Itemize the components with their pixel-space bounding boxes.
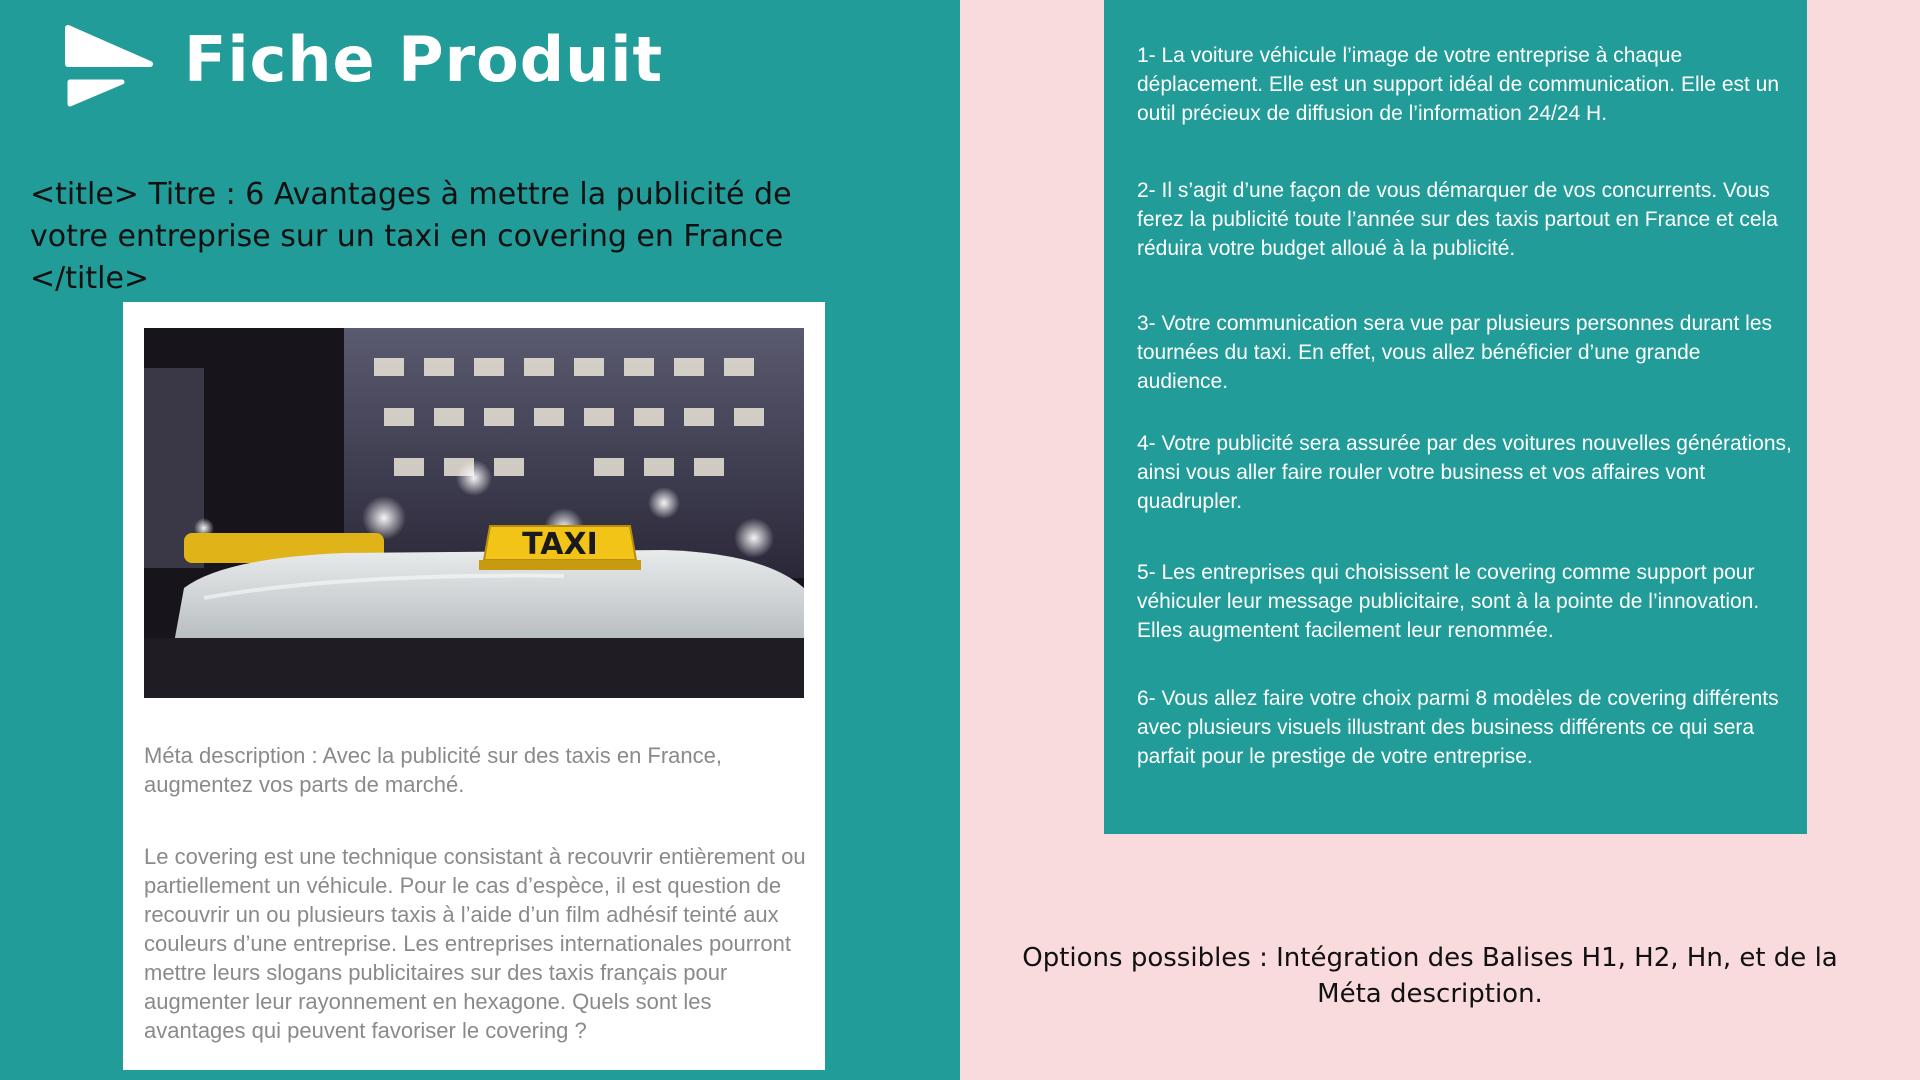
advantage-item: 2- Il s’agit d’une façon de vous démarquer de vos concurrents. Vous ferez la publicité toute l’année sur des taxis partout en France et cela réduira votre budget alloué à la publicité. (1137, 179, 1778, 260)
advantage-item: 6- Vous allez faire votre choix parmi 8 modèles de covering différents avec plusieurs visuels illustrant des business différents ce qui sera parfait pour le prestige de votre entreprise. (1137, 687, 1779, 768)
advantage-item: 3- Votre communication sera vue par plusieurs personnes durant les tournées du taxi. En effet, vous allez bénéficier d’une grande audience. (1137, 312, 1773, 393)
meta-description: Méta description : Avec la publicité sur des taxis en France, augmentez vos parts de marché. (144, 743, 722, 797)
advantage-item: 5- Les entreprises qui choisissent le covering comme support pour véhiculer leur message publicitaire, sont à la pointe de l’innovation. Elles augmentent facilement leur renommée. (1137, 561, 1760, 642)
arrow-logo-icon (64, 24, 154, 108)
page-title: Fiche Produit (184, 23, 664, 96)
advantage-item: 1- La voiture véhicule l’image de votre entreprise à chaque déplacement. Elle est un support idéal de communication. Elle est un outil précieux de diffusion de l’information 24/24 H. (1137, 44, 1780, 125)
seo-title: <title> Titre : 6 Avantages à mettre la publicité de votre entreprise sur un taxi en covering en France </title> (30, 177, 792, 296)
advantages-box (1104, 0, 1807, 834)
options-text: Options possibles : Intégration des Balises H1, H2, Hn, et de la Méta description. (1022, 943, 1838, 1009)
taxi-sign-text: TAXI (522, 527, 598, 562)
taxi-photo (144, 328, 804, 698)
advantage-item: 4- Votre publicité sera assurée par des voitures nouvelles générations, ainsi vous aller faire rouler votre business et vos affaires vont quadrupler. (1137, 432, 1792, 513)
product-card (123, 302, 825, 1070)
intro-paragraph: Le covering est une technique consistant à recouvrir entièrement ou partiellement un véhicule. Pour le cas d’espèce, il est question de recouvrir un ou plusieurs taxis à l’aide d’un film adhésif teinté aux couleurs d’une entreprise. Les entreprises internationales pourront mettre leurs slogans publicitaires sur des taxis français pour augmenter leur rayonnement en hexagone. Quels sont les avantages qui peuvent favoriser le covering ? (144, 844, 806, 1043)
